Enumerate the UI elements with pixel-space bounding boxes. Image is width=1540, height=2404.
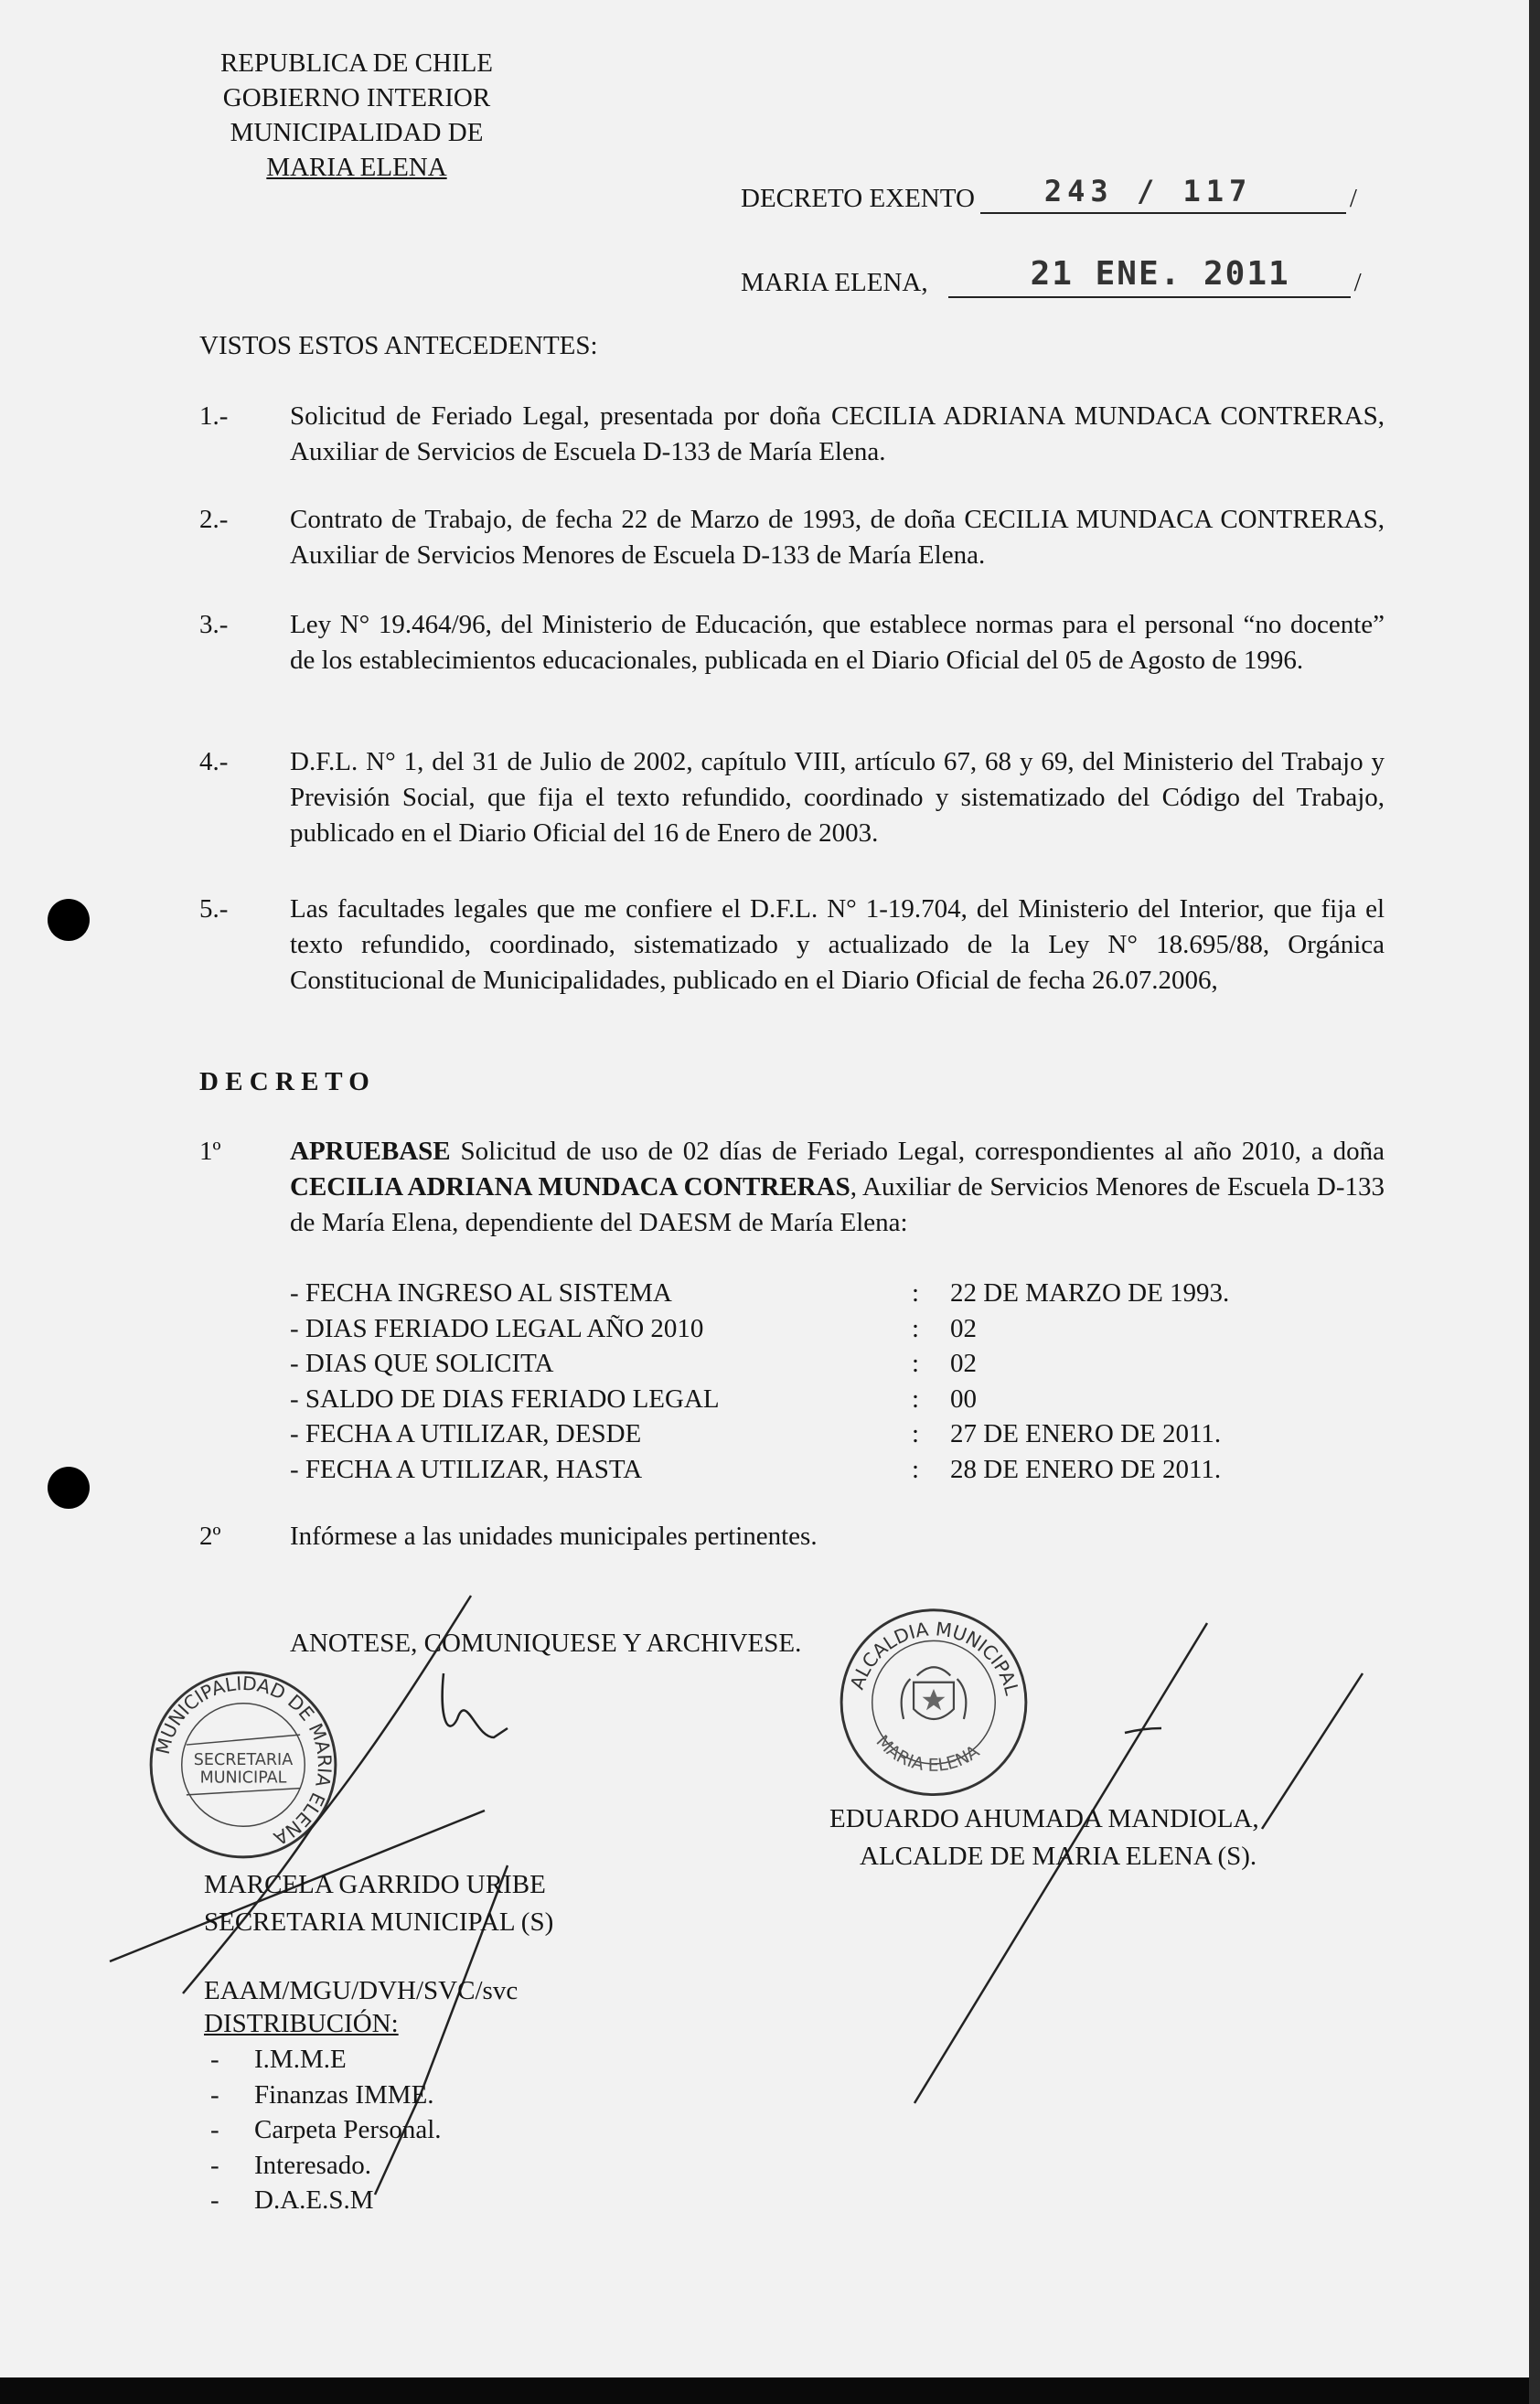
distribution-title: DISTRIBUCIÓN: — [204, 2009, 399, 2038]
detail-key: - DIAS QUE SOLICITA — [290, 1349, 554, 1379]
antecedent-item — [199, 502, 1385, 573]
closing-formula: ANOTESE, COMUNIQUESE Y ARCHIVESE. — [290, 1629, 802, 1658]
colon: : — [912, 1313, 920, 1343]
dash: - — [210, 2045, 219, 2074]
colon: : — [912, 1384, 920, 1414]
detail-row — [290, 1346, 1387, 1382]
article-number: 1º — [199, 1137, 221, 1166]
date-value: 21 ENE. 2011 — [1030, 255, 1290, 293]
place-date-field — [741, 254, 1362, 298]
stamp-bottom-text: MARIA ELENA — [872, 1731, 984, 1776]
colon: : — [912, 1278, 920, 1308]
detail-row — [290, 1382, 1387, 1417]
article-text — [290, 1134, 1385, 1241]
detail-value: 27 DE ENERO DE 2011. — [950, 1419, 1222, 1449]
recipient: D.A.E.S.M — [254, 2185, 374, 2216]
antecedent-item — [199, 744, 1385, 851]
text-part: Solicitud de uso de 02 días de Feriado Legal, correspondientes al año 2010, a doña — [450, 1137, 1385, 1166]
alcaldia-stamp — [837, 1602, 1031, 1796]
employee-name: CECILIA ADRIANA MUNDACA CONTRERAS — [290, 1172, 850, 1202]
article-number: 2º — [199, 1522, 221, 1551]
detail-value: 02 — [950, 1313, 977, 1343]
antecedent-item — [199, 607, 1385, 678]
item-number: 3.- — [199, 610, 229, 639]
stamp-top-text: ALCALDIA MUNICIPAL — [845, 1618, 1023, 1698]
detail-value: 02 — [950, 1349, 977, 1379]
article-2 — [199, 1519, 1385, 1555]
antecedent-item — [199, 892, 1385, 999]
punch-hole — [48, 899, 90, 941]
scan-edge-right — [1529, 0, 1540, 2404]
letterhead — [183, 46, 530, 185]
item-text: Las facultades legales que me confiere el D.F.L. N° 1-19.704, del Ministerio del Interior, que fija el texto refundido, coordinado, sistematizado y actualizado de la Ley N° 18.695/88, Orgánica Constitucional de Municipalidades, publicado en el Diario Oficial de fecha 26.07.2006, — [290, 894, 1385, 995]
initials: EAAM/MGU/DVH/SVC/svc — [204, 1976, 519, 2005]
decreto-title: D E C R E T O — [199, 1067, 369, 1096]
distribution-item — [210, 2112, 442, 2148]
place-label: MARIA ELENA, — [741, 268, 928, 297]
detail-value: 00 — [950, 1384, 977, 1414]
detail-row — [290, 1311, 1387, 1347]
decree-number-field — [741, 174, 1357, 214]
article-1 — [199, 1134, 1385, 1241]
coat-of-arms-icon — [902, 1667, 967, 1719]
letterhead-line: MUNICIPALIDAD DE — [230, 118, 484, 147]
detail-key: - FECHA A UTILIZAR, HASTA — [290, 1455, 643, 1484]
detail-row — [290, 1416, 1387, 1452]
date-line — [948, 254, 1351, 298]
item-number: 2.- — [199, 505, 229, 534]
recipient: Finanzas IMME. — [254, 2079, 434, 2110]
distribution-item — [210, 2148, 442, 2184]
detail-key: - FECHA INGRESO AL SISTEMA — [290, 1278, 672, 1308]
approve-word: APRUEBASE — [290, 1137, 451, 1166]
recipient: Carpeta Personal. — [254, 2115, 442, 2145]
recipient: Interesado. — [254, 2150, 372, 2180]
colon: : — [912, 1419, 920, 1449]
stamp-ring-text: MUNICIPALIDAD DE MARIA ELENA — [151, 1672, 337, 1850]
letterhead-line: GOBIERNO INTERIOR — [222, 83, 491, 112]
antecedent-item — [199, 399, 1385, 470]
text-part: , Auxiliar de Servicios Menores de Escuela D-133 de María Elena, dependiente del DAESM de María Elena: — [290, 1172, 1385, 1237]
item-text: Solicitud de Feriado Legal, presentada por doña CECILIA ADRIANA MUNDACA CONTRERAS, Auxiliar de Servicios de Escuela D-133 de María Elena. — [290, 401, 1385, 466]
dash: - — [210, 2150, 219, 2180]
item-text: D.F.L. N° 1, del 31 de Julio de 2002, capítulo VIII, artículo 67, 68 y 69, del Ministerio del Trabajo y Previsión Social, que fija el texto refundido, coordinado y sistematizado del Código del Trabajo, publicado en el Diario Oficial del 16 de Enero de 2003. — [290, 747, 1385, 848]
decree-number-value: 243 / 117 — [1043, 174, 1253, 208]
slash: / — [1349, 184, 1357, 213]
item-number: 4.- — [199, 747, 229, 776]
distribution-list — [210, 2042, 442, 2218]
vistos-title: VISTOS ESTOS ANTECEDENTES: — [199, 331, 598, 360]
detail-row — [290, 1276, 1387, 1311]
item-number: 5.- — [199, 894, 229, 924]
distribution-item — [210, 2042, 442, 2078]
dash: - — [210, 2115, 219, 2145]
dash: - — [210, 2185, 219, 2216]
detail-row — [290, 1452, 1387, 1488]
letterhead-line: REPUBLICA DE CHILE — [219, 48, 494, 78]
distribution-item — [210, 2078, 442, 2113]
decree-number-label: DECRETO EXENTO — [741, 184, 975, 213]
scan-edge-bottom — [0, 2377, 1540, 2404]
secretary-title: SECRETARIA MUNICIPAL (S) — [204, 1907, 554, 1937]
item-number: 1.- — [199, 401, 229, 431]
detail-key: - SALDO DE DIAS FERIADO LEGAL — [290, 1384, 720, 1414]
colon: : — [912, 1455, 920, 1484]
item-text: Contrato de Trabajo, de fecha 22 de Marzo de 1993, de doña CECILIA MUNDACA CONTRERAS, Auxiliar de Servicios Menores de Escuela D-133 de María Elena. — [290, 505, 1385, 570]
decree-number-line — [980, 174, 1346, 214]
dash: - — [210, 2079, 219, 2110]
detail-key: - FECHA A UTILIZAR, DESDE — [290, 1419, 642, 1449]
recipient: I.M.M.E — [254, 2045, 347, 2074]
article-text: Infórmese a las unidades municipales pertinentes. — [290, 1522, 818, 1551]
mayor-name: EDUARDO AHUMADA MANDIOLA, — [829, 1804, 1259, 1833]
stamp-center-text: SECRETARIA — [193, 1751, 294, 1769]
secretary-name: MARCELA GARRIDO URIBE — [204, 1870, 546, 1899]
secretaria-stamp — [146, 1668, 340, 1862]
stamp-center-text: MUNICIPAL — [199, 1768, 287, 1788]
slash: / — [1353, 268, 1362, 297]
mayor-title: ALCALDE DE MARIA ELENA (S). — [860, 1842, 1257, 1871]
detail-key: - DIAS FERIADO LEGAL AÑO 2010 — [290, 1313, 704, 1343]
letterhead-line: MARIA ELENA — [266, 153, 447, 182]
detail-value: 22 DE MARZO DE 1993. — [950, 1278, 1230, 1308]
distribution-item — [210, 2183, 442, 2218]
detail-value: 28 DE ENERO DE 2011. — [950, 1455, 1222, 1484]
punch-hole — [48, 1467, 90, 1509]
colon: : — [912, 1349, 920, 1379]
item-text: Ley N° 19.464/96, del Ministerio de Educación, que establece normas para el personal “no docente” de los establecimientos educacionales, publicada en el Diario Oficial del 05 de Agosto de 1996. — [290, 610, 1385, 675]
